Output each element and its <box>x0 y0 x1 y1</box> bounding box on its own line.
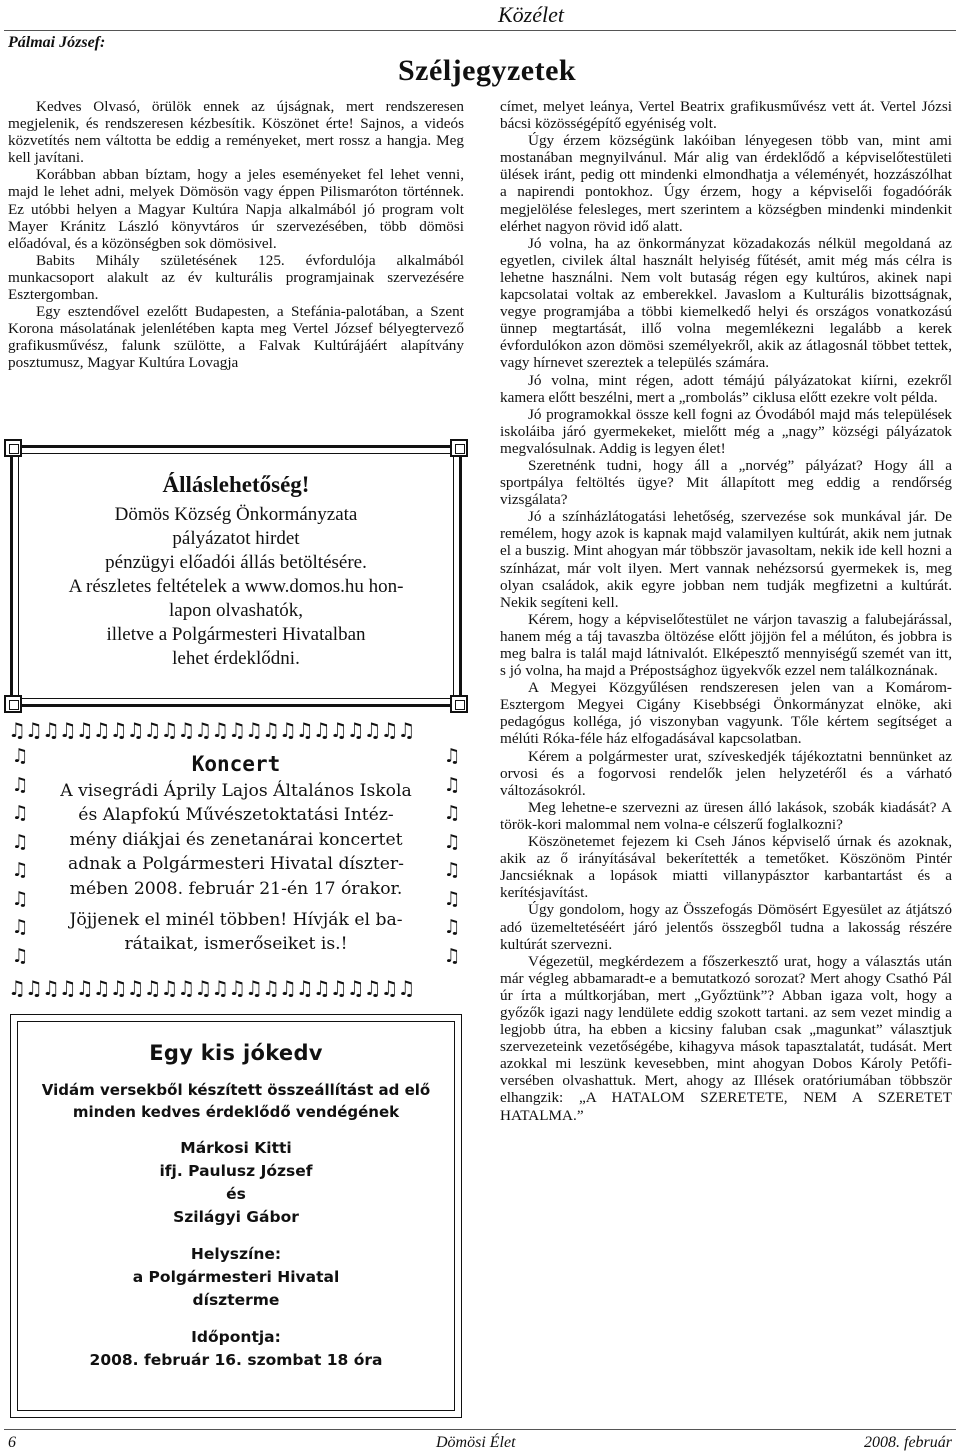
music-note-icon: ♫ <box>443 773 461 796</box>
venue-line: a Polgármesteri Hivatal <box>132 1268 340 1286</box>
frame-corner-icon <box>4 439 22 457</box>
performer: ifj. Paulusz József <box>159 1162 313 1180</box>
frame-corner-icon <box>450 695 468 713</box>
job-headline: Álláslehetőség! <box>162 472 310 497</box>
job-line: lapon olvashatók, <box>168 600 304 621</box>
time-value: 2008. február 16. szombat 18 óra <box>89 1351 383 1369</box>
concert-text <box>36 752 436 957</box>
frame-corner-icon <box>4 695 22 713</box>
music-note-border-bottom: ♫♫♫♫♫♫♫♫♫♫♫♫♫♫♫♫♫♫♫♫♫♫♫♫ <box>8 976 415 1000</box>
paragraph: Végezetül, megkérdezem a főszerkesztő urat, hogy a választás után már végleg abbamaradt-e a bemutatkozó sorozat? Mert ahogy Csathó Pál úr írta a múltkorjában, mert „Győztünk”? Abban igaza volt, hogy a győzők igazi nagy lendülete eddig szokott tartani. az sem vezet mindig a legjobb útra, ha ebben a kicsiny faluban csak „magunkat” választjuk szervezeteink vezetőségébe, kihagyva mások tapasztalatát, tudását. Mert azokkal mi leszünk kevesebben, mint ahogyan Dobos Károly Petőfi-versében olvashattuk. Mert, ahogy az Illések oratóriumában többször elhangzik: „A HATALOM SZERETETE, NEM A SZERETET HATALMA.” <box>500 952 952 1124</box>
paragraph: Meg lehetne-e szervezni az üresen álló lakások, szobák kiadását? A török-kori malommal nem volna-e célszerű foglalkozni? <box>500 798 952 833</box>
article-title: Széljegyzetek <box>398 54 577 87</box>
performer: Szilágyi Gábor <box>173 1208 299 1226</box>
paragraph: Korábban abban bíztam, hogy a jeles eseményeket fel lehet venni, majd le lehet adni, melyek Dömösön vagy éppen Pilismaróton történnek. Ez utóbbi helyen a Magyar Kultúra Napja alkalmából jó program volt Mayer Kránitz László könyvtáros úr szervezésében, több dömösi előadóval, és a közönségben sok dömösivel. <box>8 166 464 252</box>
paragraph: Kedves Olvasó, örülök ennek az újságnak, mert rendszeresen megjelenik, és rendszeresen kézbesítik. Köszönet érte! Sajnos, a videós közvetítés nem váltotta be eddig a reményeket, mert rossz a hangja. Meg kell javítani. <box>8 98 464 167</box>
music-note-icon: ♫ <box>11 887 29 910</box>
paragraph: Úgy érzem községünk lakóiban lényegesen több van, mint ami mostanában megnyilvánul. Már alig van érdeklődő a képviselőtestületi ülések iránt, pedig ott mindenki elmondhatja a véleményét, hozzászólhat a napirendi pontokhoz. Úgy érzem, hogy a képviselői fogadóórák megjelölése felesleges, mert szerintem a községben mindenki mindenkit elérhet nagyon rövid idő alatt. <box>500 132 952 235</box>
paragraph: Kérem, hogy a képviselőtestület ne várjon tavaszig a falubejárással, hanem még a táj tavaszba öltözése előtt jöjjön fel a mélúton, és jobbra is meg balra is talál majd látnivalót. Elképesztő mennyiségű szemét van itt, s jó volna, ha majd a Prépostsághoz ügyekvők ezzel nem találkoznának. <box>500 610 952 680</box>
right-column <box>500 98 952 1443</box>
music-note-icon: ♫ <box>11 745 29 767</box>
concert-line: rátaikat, ismerőseiket is.! <box>124 934 348 955</box>
page-number: 6 <box>8 1434 16 1451</box>
music-note-icon: ♫ <box>443 745 461 767</box>
issue-date: 2008. február <box>864 1434 952 1451</box>
concert-line: Jöjjenek el minél többen! Hívják el ba- <box>69 909 403 930</box>
frame-corner-icon <box>450 439 468 457</box>
event-announcement-box <box>10 1014 462 1418</box>
job-line: Dömös Község Önkormányzata <box>114 504 358 525</box>
job-line: pályázatot hirdet <box>172 528 300 549</box>
music-note-icon: ♫ <box>11 830 29 853</box>
concert-line: adnak a Polgármesteri Hivatal díszter- <box>68 854 404 875</box>
time-label: Időpontja: <box>191 1328 281 1346</box>
venue-line: díszterme <box>192 1291 280 1309</box>
paragraph: Jó a színházlátogatási lehetőség, szervezése sok munkával jár. De remélem, hogy azok is kapnak majd valamilyen kultúrát, akik nem jutnak el a buszig. Mint ahogyan már többször javasoltam, nekik ide kell hozni a színházat, már volt ilyen. Mert vannak nehézsorsú gyermekek is, meg olyan családok, akik egyre jobban nem tudják megfizetni a kultúrát. Nekik segíteni kell. <box>500 508 952 611</box>
music-note-icon: ♫ <box>443 944 461 967</box>
performer: és <box>226 1185 246 1203</box>
music-note-icon: ♫ <box>443 887 461 910</box>
event-subtitle <box>13 1079 459 1123</box>
paragraph: Jó programokkal össze kell fogni az Óvodából majd más települések iskoláiba járó gyermekeket, mielőtt még a „nagy” községi pályázatok megvalósulnak. Addig is legyen élet! <box>500 405 952 457</box>
paragraph: Jó volna, ha az önkormányzat közadakozás nélkül megoldaná az egyetlen, civilek által használt helyiség fűtését, amit még más célra is lehetne használni. Nem volt butaság régen egy kultúros, akinek napi kapcsolatai voltak az emberekkel. Javaslom a Kulturális bizottságnak, vegye programjába a többi kiemelkedő helyi és országos vonatkozású ünnep megtartását, illő volna megemlékezni legalább a kerek évfordulókon azon dömösi személyekről, akik az átlagosnál többet tettek, vagy hírnevet szereztek a település számára. <box>500 234 952 372</box>
header-divider <box>4 30 956 31</box>
concert-headline: Koncert <box>191 752 281 776</box>
music-note-icon: ♫ <box>443 859 461 881</box>
spacer <box>13 1312 459 1326</box>
concert-line: mében 2008. február 21-én 17 órakor. <box>69 878 403 899</box>
footer-divider <box>4 1429 956 1430</box>
author-name: Pálmai József: <box>8 34 106 51</box>
music-note-icon: ♫ <box>443 916 461 938</box>
music-note-border-top: ♫♫♫♫♫♫♫♫♫♫♫♫♫♫♫♫♫♫♫♫♫♫♫♫ <box>8 718 415 742</box>
event-subtitle-line: minden kedves érdeklődő vendégének <box>72 1103 400 1121</box>
music-note-icon: ♫ <box>11 859 29 881</box>
job-line: pénzügyi előadói állás betöltésére. <box>105 552 367 573</box>
job-text <box>30 471 442 671</box>
event-text <box>13 1039 459 1372</box>
music-note-icon: ♫ <box>443 830 461 853</box>
paragraph: Úgy gondolom, hogy az Összefogás Dömösért Egyesület az átjátszó adó üzemeltetéséért járó jelentős összegből tudna a lakosság részére kultúrát szervezni. <box>500 901 952 953</box>
paragraph: Köszönetemet fejezem ki Cseh János képviselő úrnak és azoknak, akik az ő irányításával bekerítették a temetőket. Köszönöm Pintér Jancsiéknak a lopások miatti villanypásztor karbantartást és a kerítésjavítást. <box>500 833 952 902</box>
concert-line: és Alapfokú Művészetoktatási Intéz- <box>78 805 394 826</box>
concert-line: mény diákjai és zenetanárai koncertet <box>69 829 403 850</box>
event-subtitle-line: Vidám versekből készített összeállítást ad elő <box>41 1081 431 1099</box>
performer: Márkosi Kitti <box>180 1139 292 1157</box>
paragraph: A Megyei Közgyűlésen rendszeresen jelen van a Komárom-Esztergom Megyei Cigány Kisebbségi Önkormányzat elnöke, aki pedagógus kolléga, jó viszonyban vagyunk. Tőle kértem segítséget a mélúti Róka-féle ház elfogadásával kapcsolatban. <box>500 679 952 748</box>
music-note-icon: ♫ <box>11 916 29 938</box>
music-note-icon: ♫ <box>11 944 29 967</box>
paragraph: Szeretnénk tudni, hogy áll a „norvég” pályázat? Hogy áll a sportpálya feltöltés ügye? Mit állapított meg eddig a rendőrség vizsgálata? <box>500 456 952 509</box>
job-line: illetve a Polgármesteri Hivatalban <box>106 624 366 645</box>
event-title: Egy kis jókedv <box>149 1041 323 1065</box>
job-line: A részletes feltételek a www.domos.hu hon- <box>68 576 404 597</box>
paragraph: Egy esztendővel ezelőtt Budapesten, a Stefánia-palotában, a Szent Korona másolatának jelenlétében kapta meg Vertel József bélyegtervező grafikusművész, falunk szülötte, a Falvak Kultúrájáért alapítvány posztumusz, Magyar Kultúra Lovagja <box>8 303 464 372</box>
paragraph: Kérem a polgármester urat, szíveskedjék tájékoztatni bennünket az orvosi és a fogorvosi rendelők jelen helyzetéről és a várható változásokról. <box>500 747 952 799</box>
music-note-icon: ♫ <box>443 802 461 824</box>
paragraph: Jó volna, mint régen, adott témájú pályázatokat kiírni, ezekről kamera előtt beszélni, mert a „rombolás” ciklusa előtt ezekre volt példa. <box>500 371 952 406</box>
spacer <box>13 1229 459 1243</box>
venue-label: Helyszíne: <box>190 1245 282 1263</box>
paragraph: Babits Mihály születésének 125. évfordulója alkalmából munkacsoport alakult az év kulturális programjainak szervezésére Esztergomban. <box>8 251 464 304</box>
music-note-border-left <box>8 742 32 970</box>
music-note-border-right <box>440 742 464 970</box>
concert-line: A visegrádi Áprily Lajos Általános Iskola <box>60 780 412 801</box>
job-announcement-box <box>10 445 462 707</box>
left-column <box>8 98 464 440</box>
concert-announcement-box <box>8 718 464 1000</box>
paragraph: címet, melyet leánya, Vertel Beatrix grafikusművész vett át. Vertel Józsi bácsi közösségépítő egyéniség volt. <box>500 98 952 133</box>
section-tag: Közélet <box>498 2 564 27</box>
publication-name: Dömösi Élet <box>436 1434 516 1451</box>
job-line: lehet érdeklődni. <box>172 648 300 669</box>
music-note-icon: ♫ <box>11 802 29 824</box>
music-note-icon: ♫ <box>11 773 29 796</box>
